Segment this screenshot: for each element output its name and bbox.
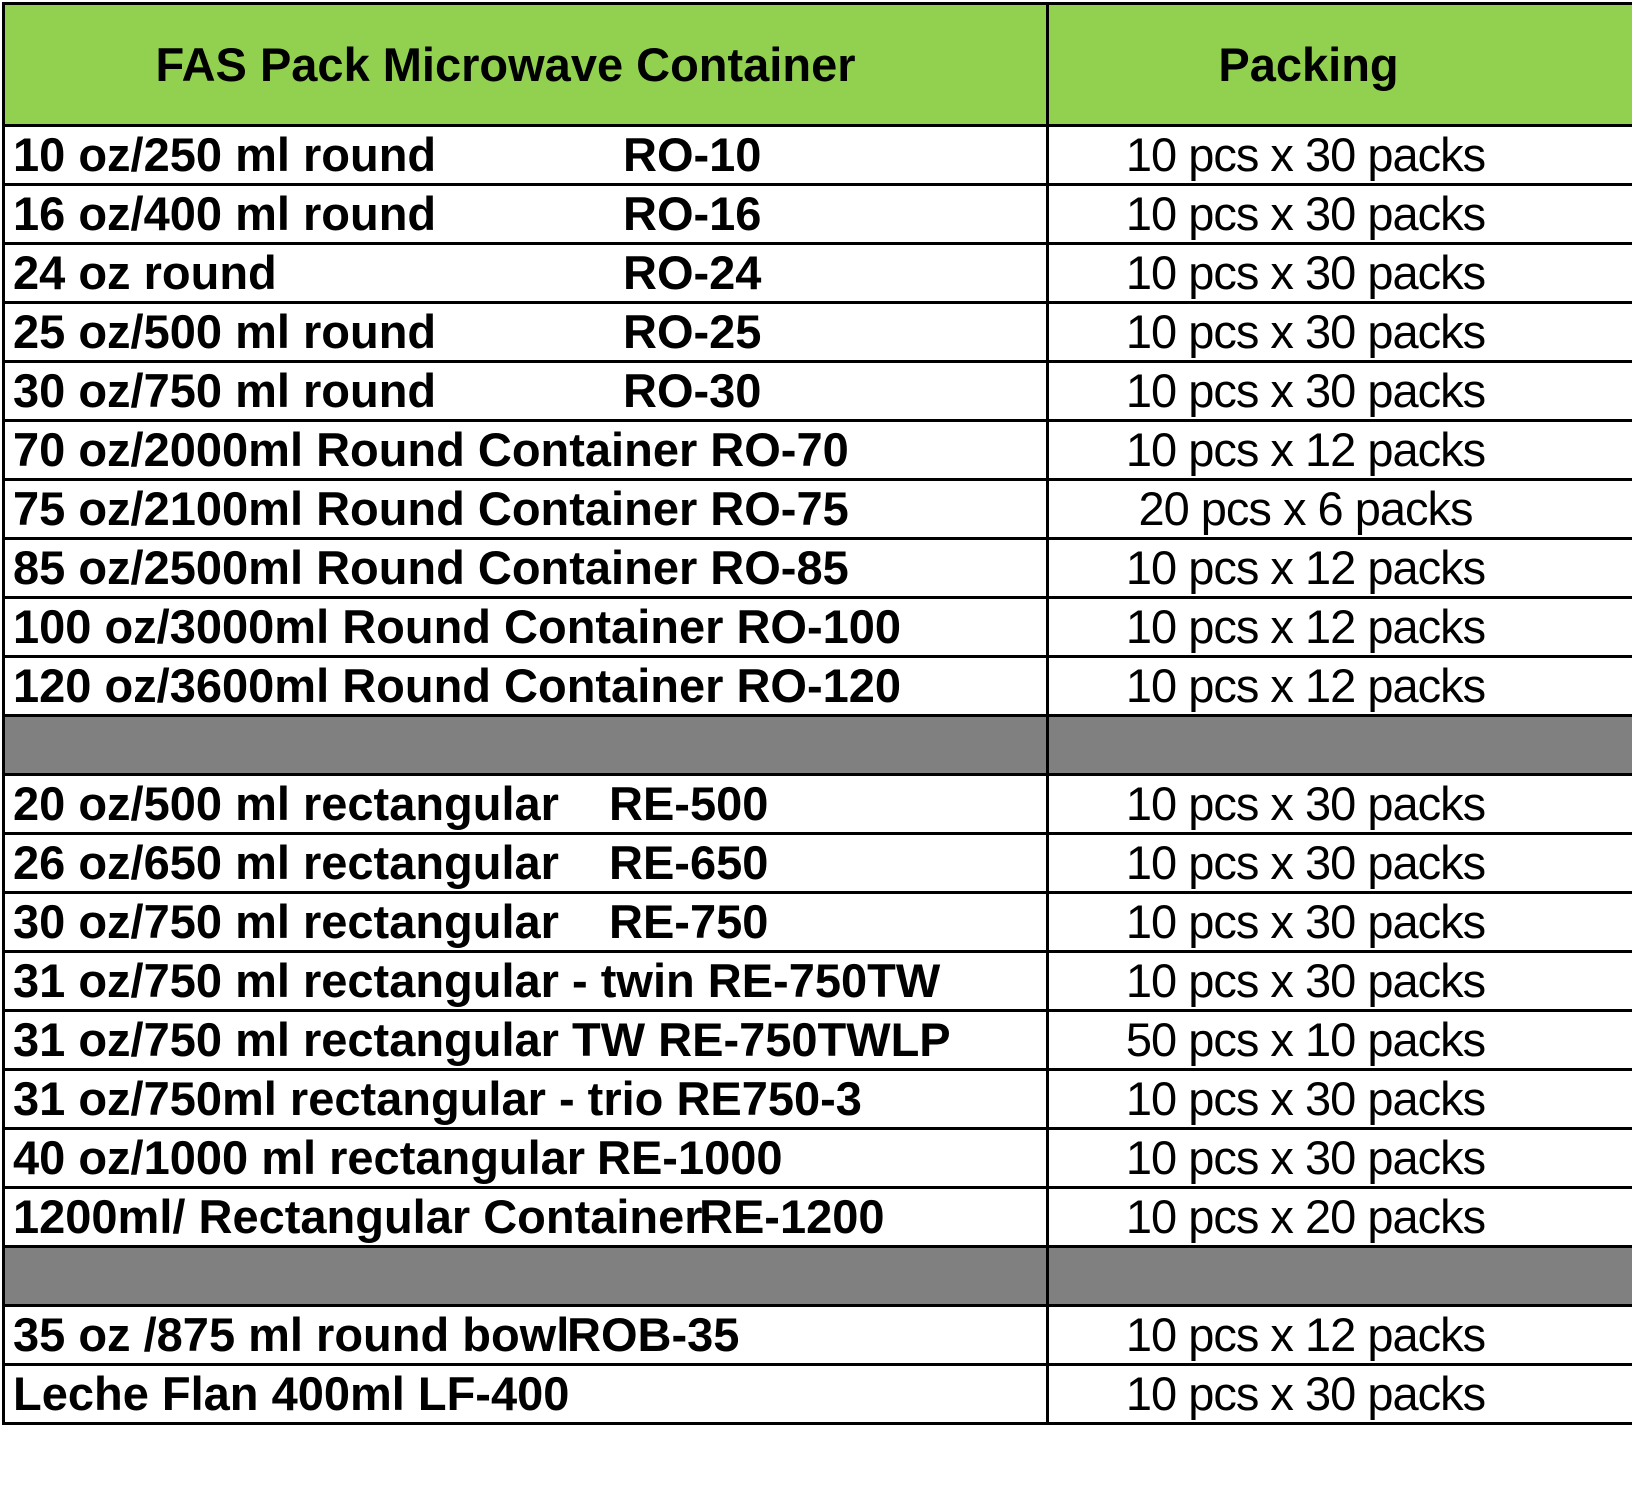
product-name: 31 oz/750 ml rectangular TW RE-750TWLP	[13, 1013, 951, 1066]
packing-value: 10 pcs x 30 packs	[1125, 954, 1486, 1007]
group-separator-row	[4, 716, 1632, 775]
product-name: 70 oz/2000ml Round Container RO-70	[13, 423, 849, 476]
product-code: RO-30	[623, 364, 762, 417]
packing-cell	[1048, 893, 1632, 952]
packing-cell	[1048, 1011, 1632, 1070]
packing-value: 10 pcs x 30 packs	[1125, 128, 1486, 181]
packing-value: 10 pcs x 30 packs	[1125, 836, 1486, 889]
product-cell	[4, 952, 1048, 1011]
separator-cell	[1048, 716, 1632, 775]
packing-value: 10 pcs x 30 packs	[1125, 1072, 1486, 1125]
table-row	[4, 1365, 1632, 1424]
product-code: RE-1200	[699, 1190, 885, 1243]
product-cell	[4, 303, 1048, 362]
packing-cell	[1048, 126, 1632, 185]
packing-value: 20 pcs x 6 packs	[1138, 482, 1473, 535]
packing-cell	[1048, 952, 1632, 1011]
table-row	[4, 893, 1632, 952]
product-name: 10 oz/250 ml round	[13, 128, 437, 181]
table-row	[4, 303, 1632, 362]
product-code: ROB-35	[567, 1308, 740, 1361]
packing-value: 10 pcs x 30 packs	[1125, 246, 1486, 299]
product-cell	[4, 834, 1048, 893]
product-name: 75 oz/2100ml Round Container RO-75	[13, 482, 849, 535]
product-cell	[4, 421, 1048, 480]
packing-cell	[1048, 1306, 1632, 1365]
packing-value: 10 pcs x 12 packs	[1125, 1308, 1486, 1361]
table-row	[4, 539, 1632, 598]
packing-cell	[1048, 303, 1632, 362]
product-cell	[4, 126, 1048, 185]
packing-value: 50 pcs x 10 packs	[1125, 1013, 1486, 1066]
packing-value: 10 pcs x 12 packs	[1125, 541, 1486, 594]
product-packing-table	[2, 2, 1632, 1425]
product-code: RO-10	[623, 128, 762, 181]
product-name: 24 oz round	[13, 246, 277, 299]
table-row	[4, 952, 1632, 1011]
table-row	[4, 834, 1632, 893]
product-cell	[4, 185, 1048, 244]
product-name: 31 oz/750ml rectangular - trio RE750-3	[13, 1072, 862, 1125]
packing-value: 10 pcs x 12 packs	[1125, 423, 1486, 476]
product-name: 20 oz/500 ml rectangular	[13, 777, 559, 830]
packing-cell	[1048, 185, 1632, 244]
product-name: 40 oz/1000 ml rectangular	[13, 1131, 586, 1184]
product-column-header-label: FAS Pack Microwave Container	[155, 38, 856, 91]
product-name: Leche Flan 400ml LF-400	[13, 1367, 570, 1420]
product-code: RE-500	[609, 777, 769, 830]
table-row	[4, 1306, 1632, 1365]
product-code: RE-1000	[597, 1131, 783, 1184]
table-row	[4, 480, 1632, 539]
product-cell	[4, 1129, 1048, 1188]
table-row	[4, 1188, 1632, 1247]
product-cell	[4, 775, 1048, 834]
group-separator-row	[4, 1247, 1632, 1306]
product-cell	[4, 1011, 1048, 1070]
packing-value: 10 pcs x 30 packs	[1125, 187, 1486, 240]
packing-value: 10 pcs x 12 packs	[1125, 600, 1486, 653]
packing-cell	[1048, 421, 1632, 480]
table-body	[4, 126, 1632, 1424]
product-code: RO-25	[623, 305, 762, 358]
table-row	[4, 1070, 1632, 1129]
table-row	[4, 362, 1632, 421]
table-row	[4, 421, 1632, 480]
packing-cell	[1048, 598, 1632, 657]
product-code: RO-24	[623, 246, 762, 299]
product-code: RE-750	[609, 895, 769, 948]
product-cell	[4, 1365, 1048, 1424]
product-name: 16 oz/400 ml round	[13, 187, 437, 240]
product-name: 85 oz/2500ml Round Container RO-85	[13, 541, 849, 594]
product-name: 25 oz/500 ml round	[13, 305, 437, 358]
packing-value: 10 pcs x 30 packs	[1125, 1367, 1486, 1420]
packing-value: 10 pcs x 20 packs	[1125, 1190, 1486, 1243]
product-cell	[4, 480, 1048, 539]
separator-cell	[4, 716, 1048, 775]
table-row	[4, 185, 1632, 244]
packing-value: 10 pcs x 30 packs	[1125, 1131, 1486, 1184]
packing-cell	[1048, 244, 1632, 303]
table-header-row	[4, 4, 1632, 126]
product-code: RO-16	[623, 187, 762, 240]
table-row	[4, 126, 1632, 185]
product-cell	[4, 362, 1048, 421]
product-cell	[4, 657, 1048, 716]
product-cell	[4, 598, 1048, 657]
packing-cell	[1048, 539, 1632, 598]
product-column-header	[4, 4, 1048, 126]
product-name: 120 oz/3600ml Round Container RO-120	[13, 659, 902, 712]
product-cell	[4, 893, 1048, 952]
packing-cell	[1048, 480, 1632, 539]
packing-cell	[1048, 1070, 1632, 1129]
product-name: 100 oz/3000ml Round Container RO-100	[13, 600, 902, 653]
separator-cell	[1048, 1247, 1632, 1306]
product-name: 1200ml/ Rectangular Container	[13, 1190, 703, 1243]
packing-cell	[1048, 775, 1632, 834]
packing-value: 10 pcs x 30 packs	[1125, 305, 1486, 358]
packing-value: 10 pcs x 30 packs	[1125, 364, 1486, 417]
product-cell	[4, 539, 1048, 598]
packing-cell	[1048, 1365, 1632, 1424]
packing-cell	[1048, 657, 1632, 716]
separator-cell	[4, 1247, 1048, 1306]
table-row	[4, 244, 1632, 303]
packing-value: 10 pcs x 30 packs	[1125, 777, 1486, 830]
packing-column-header-label: Packing	[1218, 38, 1399, 91]
packing-value: 10 pcs x 12 packs	[1125, 659, 1486, 712]
packing-cell	[1048, 834, 1632, 893]
product-name: 30 oz/750 ml rectangular	[13, 895, 559, 948]
product-cell	[4, 1306, 1048, 1365]
product-name: 35 oz /875 ml round bowl	[13, 1308, 570, 1361]
table-row	[4, 657, 1632, 716]
packing-value: 10 pcs x 30 packs	[1125, 895, 1486, 948]
packing-column-header	[1048, 4, 1632, 126]
table-row	[4, 598, 1632, 657]
packing-cell	[1048, 1188, 1632, 1247]
packing-cell	[1048, 362, 1632, 421]
table-row	[4, 1011, 1632, 1070]
product-cell	[4, 244, 1048, 303]
product-name: 26 oz/650 ml rectangular	[13, 836, 559, 889]
product-name: 31 oz/750 ml rectangular - twin RE-750TW	[13, 954, 941, 1007]
packing-cell	[1048, 1129, 1632, 1188]
product-code: RE-650	[609, 836, 769, 889]
table-row	[4, 1129, 1632, 1188]
product-name: 30 oz/750 ml round	[13, 364, 437, 417]
table-row	[4, 775, 1632, 834]
product-cell	[4, 1070, 1048, 1129]
product-cell	[4, 1188, 1048, 1247]
